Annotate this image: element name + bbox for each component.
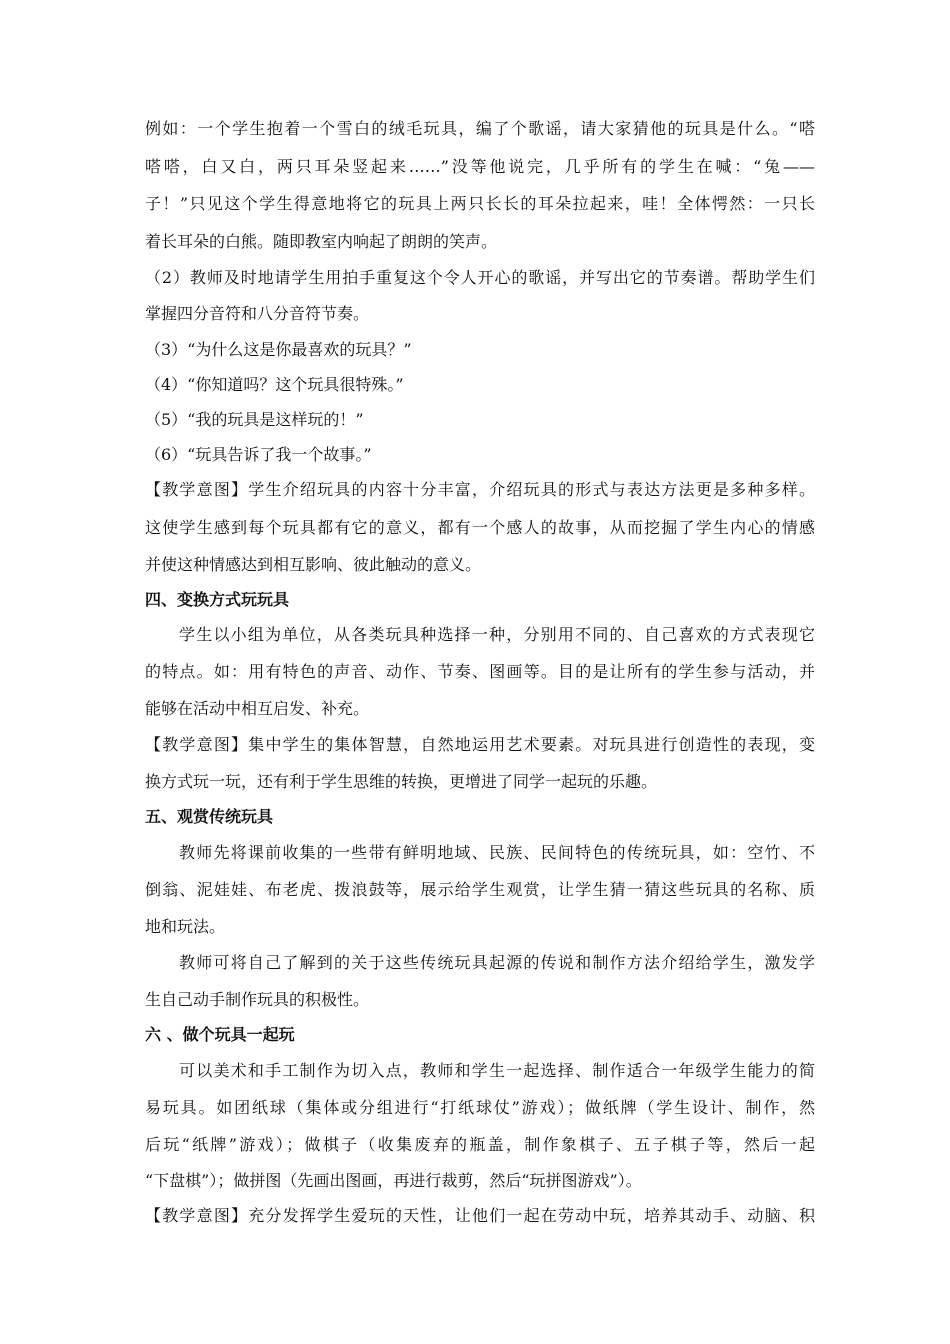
list-item: （3）“为什么这是你最喜欢的玩具？” bbox=[145, 340, 412, 359]
paragraph-line: 的特点。如：用有特色的声音、动作、节奏、图画等。目的是让所有的学生参与活动，并 bbox=[145, 662, 815, 681]
paragraph-line: 嗒嗒，白又白，两只耳朵竖起来……”没等他说完，几乎所有的学生在喊：“兔—— bbox=[145, 157, 815, 176]
list-item: （4）“你知道吗？这个玩具很特殊。” bbox=[145, 375, 404, 394]
paragraph-line: “下盘棋”）；做拼图（先画出图画，再进行裁剪，然后“玩拼图游戏”）。 bbox=[145, 1171, 642, 1190]
paragraph-line: 例如：一个学生抱着一个雪白的绒毛玩具，编了个歌谣，请大家猜他的玩具是什么。“嗒 bbox=[145, 119, 815, 138]
paragraph-line: 教师可将自己了解到的关于这些传统玩具起源的传说和制作方法介绍给学生，激发学 bbox=[179, 953, 815, 972]
paragraph-line: 地和玩法。 bbox=[145, 917, 226, 936]
paragraph-line: 易玩具。如团纸球（集体或分组进行“打纸球仗”游戏）；做纸牌（学生设计、制作，然 bbox=[145, 1098, 815, 1117]
paragraph-line: 倒翁、泥娃娃、布老虎、拨浪鼓等，展示给学生观赏，让学生猜一猜这些玩具的名称、质 bbox=[145, 880, 815, 899]
paragraph-line: 生自己动手制作玩具的积极性。 bbox=[145, 990, 370, 1009]
list-item: （6）“玩具告诉了我一个故事。” bbox=[145, 445, 372, 464]
list-item: （5）“我的玩具是这样玩的！” bbox=[145, 410, 364, 429]
paragraph-line: （2）教师及时地请学生用拍手重复这个令人开心的歌谣，并写出它的节奏谱。帮助学生们 bbox=[145, 268, 815, 287]
teaching-intent-line: 【教学意图】学生介绍玩具的内容十分丰富，介绍玩具的形式与表达方法更是多种多样。 bbox=[145, 480, 815, 499]
teaching-intent-line: 【教学意图】充分发挥学生爱玩的天性，让他们一起在劳动中玩，培养其动手、动脑、积 bbox=[145, 1206, 815, 1225]
teaching-intent-line: 这使学生感到每个玩具都有它的意义，都有一个感人的故事，从而挖掘了学生内心的情感 bbox=[145, 518, 815, 537]
paragraph-line: 子！”只见这个学生得意地将它的玩具上两只长长的耳朵拉起来，哇！全体愕然：一只长 bbox=[145, 194, 815, 213]
paragraph-line: 后玩“纸牌”游戏）；做棋子（收集废弃的瓶盖，制作象棋子、五子棋子等，然后一起 bbox=[145, 1135, 815, 1154]
section-heading: 四、变换方式玩玩具 bbox=[145, 590, 290, 609]
teaching-intent-line: 【教学意图】集中学生的集体智慧，自然地运用艺术要素。对玩具进行创造性的表现，变 bbox=[145, 735, 815, 754]
paragraph-line: 可以美术和手工制作为切入点，教师和学生一起选择、制作适合一年级学生能力的简 bbox=[179, 1061, 815, 1080]
paragraph-line: 教师先将课前收集的一些带有鲜明地域、民族、民间特色的传统玩具，如：空竹、不 bbox=[179, 843, 815, 862]
paragraph-line: 能够在活动中相互启发、补充。 bbox=[145, 699, 370, 718]
teaching-intent-line: 换方式玩一玩，还有利于学生思维的转换，更增进了同学一起玩的乐趣。 bbox=[145, 772, 658, 791]
teaching-intent-line: 并使这种情感达到相互影响、彼此触动的意义。 bbox=[145, 555, 482, 574]
section-heading: 五、观赏传统玩具 bbox=[145, 807, 274, 826]
paragraph-line: 学生以小组为单位，从各类玩具种选择一种，分别用不同的、自己喜欢的方式表现它 bbox=[179, 625, 815, 644]
section-heading: 六 、做个玩具一起玩 bbox=[145, 1025, 295, 1044]
paragraph-line: 着长耳朵的白熊。随即教室内响起了朗朗的笑声。 bbox=[145, 232, 498, 251]
paragraph-line: 掌握四分音符和八分音符节奏。 bbox=[145, 304, 370, 323]
